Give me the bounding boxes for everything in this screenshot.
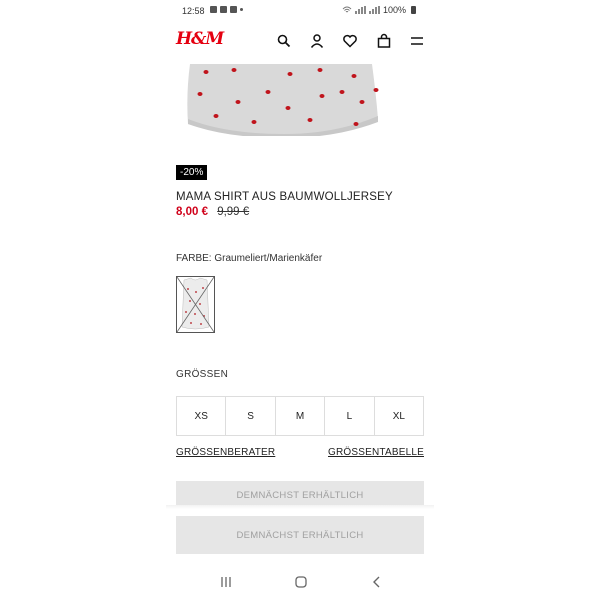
app-header: [166, 26, 434, 56]
heart-icon[interactable]: [342, 33, 358, 49]
size-option-s[interactable]: S: [226, 397, 275, 435]
sticky-bar-shadow: [166, 505, 434, 509]
discount-badge: -20%: [176, 165, 207, 180]
hm-logo[interactable]: H&M: [176, 29, 224, 49]
size-option-xs[interactable]: XS: [177, 397, 226, 435]
notification-icons: [210, 6, 243, 13]
status-time: 12:58: [182, 6, 205, 16]
phone-screen: [166, 0, 434, 600]
color-label: FARBE: Graumeliert/Marienkäfer: [176, 253, 323, 264]
size-option-l[interactable]: L: [325, 397, 374, 435]
more-notifications-icon: [240, 8, 243, 11]
home-notification-icon: [230, 6, 237, 13]
status-bar: [166, 0, 434, 22]
coming-soon-label-sticky: DEMNÄCHST ERHÄLTLICH: [236, 529, 364, 541]
battery-percent: 100%: [382, 5, 406, 15]
coming-soon-button-sticky[interactable]: [176, 516, 424, 554]
gallery-notification-icon: [210, 6, 217, 13]
wifi-icon: [342, 6, 352, 14]
menu-icon[interactable]: [409, 33, 425, 49]
search-icon[interactable]: [276, 33, 292, 49]
back-icon[interactable]: [369, 574, 385, 590]
mail-notification-icon: [220, 6, 227, 13]
product-prices: [176, 206, 249, 218]
price-original: 9,99 €: [217, 206, 250, 218]
system-status: [342, 5, 416, 15]
battery-icon: [411, 6, 416, 14]
size-option-m[interactable]: M: [276, 397, 325, 435]
sizes-label: GRÖSSEN: [176, 369, 229, 380]
bag-icon[interactable]: [376, 33, 392, 49]
product-title: MAMA SHIRT AUS BAUMWOLLJERSEY: [176, 191, 393, 203]
size-advisor-link[interactable]: GRÖSSENBERATER: [176, 447, 276, 458]
account-icon[interactable]: [309, 33, 325, 49]
system-navigation-bar: [166, 568, 434, 596]
size-option-xl[interactable]: XL: [392, 410, 405, 422]
signal-icon-2: [369, 6, 380, 14]
signal-icon: [355, 6, 366, 14]
coming-soon-button-inline[interactable]: [176, 481, 424, 505]
swatch-thumbnail: [177, 277, 214, 332]
coming-soon-label-inline: DEMNÄCHST ERHÄLTLICH: [236, 490, 364, 501]
home-icon[interactable]: [293, 574, 309, 590]
size-chart-link[interactable]: GRÖSSENTABELLE: [328, 447, 424, 458]
price-current: 8,00 €: [176, 206, 208, 218]
size-selector: [176, 396, 424, 436]
recent-apps-icon[interactable]: [218, 574, 234, 590]
color-swatch[interactable]: [176, 276, 215, 333]
product-image[interactable]: [186, 64, 382, 136]
